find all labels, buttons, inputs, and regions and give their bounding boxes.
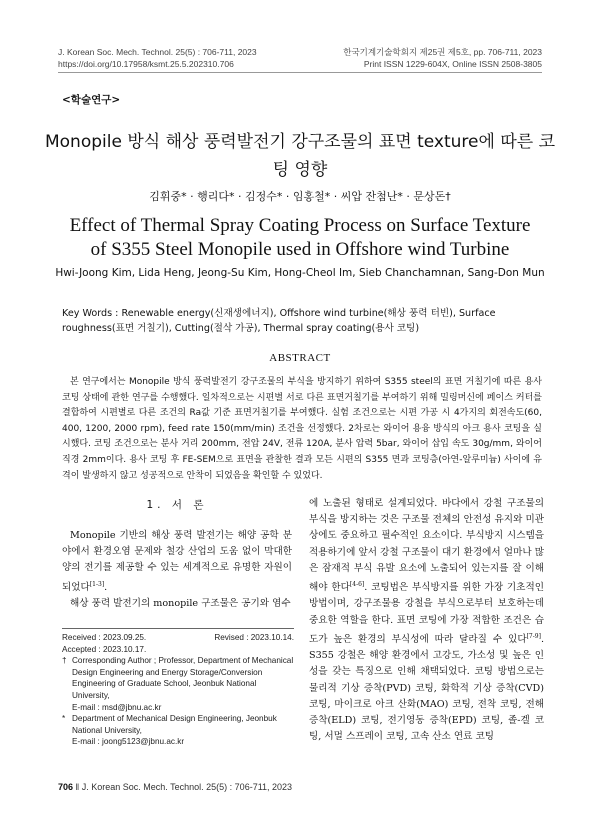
running-header-right: [343, 46, 542, 70]
corresponding-author-email[interactable]: E-mail : msd@jbnu.ac.kr: [72, 702, 162, 712]
footer-separator: ‖: [75, 782, 82, 792]
paragraph: Monopile 기반의 해상 풍력 발전기는 해양 공학 분야에서 환경오염 문제와 철강 산업의 도움 없이 막대한 양의 전기를 제공할 수 있는 세계적으로 유명한 자원이 되었다[1-3].: [62, 530, 292, 593]
paragraph: [309, 496, 544, 745]
dagger-mark: †: [62, 656, 67, 666]
header-divider: [58, 72, 542, 73]
page-number: 706: [58, 782, 74, 792]
authors-english: Hwi-Joong Kim, Lida Heng, Jeong-Su Kim, Hong-Cheol Im, Sieb Chanchamnan, Sang-Don Mun: [55, 267, 545, 279]
keywords-text: Renewable energy(신재생에너지), Offshore wind turbine(해상 풍력 터빈), Surface roughness(표면 거칠기), Cutting(절삭 가공), Thermal spray coating(용사 코팅): [62, 308, 496, 334]
affiliation-email[interactable]: E-mail : joong5123@jbnu.ac.kr: [72, 737, 185, 747]
title-korean: Monopile 방식 해상 풍력발전기 강구조물의 표면 texture에 따른 코팅 영향: [44, 132, 555, 180]
corresponding-author-body: [72, 655, 294, 713]
received-date: Received : 2023.09.25.: [62, 633, 147, 642]
footer-journal: J. Korean Soc. Mech. Technol. 25(5) : 706-711, 2023: [81, 782, 293, 792]
footnotes: [62, 632, 294, 748]
corresponding-author-text: Corresponding Author ; Professor, Department of Mechanical Design Engineering and Energy Storage/Conversion Engineering of Graduate School, Jeonbuk National University,: [72, 656, 294, 700]
footnote-divider: [62, 628, 294, 629]
affiliation-text: Department of Mechanical Design Engineering, Jeonbuk National University,: [72, 714, 277, 735]
doi-link[interactable]: https://doi.org/10.17958/ksmt.25.5.202310.706: [58, 59, 234, 69]
section-heading-introduction: 1. 서 론: [146, 499, 208, 511]
asterisk-mark: *: [62, 714, 66, 724]
keywords-label: Key Words :: [62, 308, 119, 319]
abstract-body: 본 연구에서는 Monopile 방식 풍력발전기 강구조물의 부식을 방지하기 위하여 S355 steel의 표면 거칠기에 따른 용사 코팅 상태에 관한 연구를 수행했다. 일차적으로는 시편별 서로 다른 표면거칠기를 부여하기 위해 밀링머신에 페이스 커터를 결합하여 시편별로 다른 조건의 Ra값 기준 표면거칠기를 부여했다. 실험 조건으로는 시편 가공 시 4가지의 회전속도(60, 400, 1200, 2000 rpm), feed rate 150(mm/min) 조건을 선정했다. 2차로는 와이어 용융 방식의 아크 용사 코팅을 실시했다. 코팅 조건으로는 분사 거리 200mm, 전압 24V, 전류 120A, 분사 압력 5bar, 와이어 삽입 속도 30g/mm, 와이어 직경 2mm이다. 용사 코팅 후 FE-SEM으로 표면을 관찰한 결과 모든 시편의 S355 면과 코팅층(아연-알루미늄) 사이에 유격이 발생하지 않고 성공적으로 안착이 되었음을 확인할 수 있었다.: [62, 377, 542, 481]
keywords-block: [62, 306, 548, 336]
paragraph-text: Monopile 기반의 해상 풍력 발전기는 해양 공학 분야에서 환경오염 문제와 철강 산업의 도움 없이 막대한 양의 전기를 제공할 수 있는 세계적으로 유명한 자원이 되었다: [62, 530, 292, 593]
body-column-right: [309, 496, 544, 745]
title-english-line1: Effect of Thermal Spray Coating Process on Surface Texture: [69, 215, 531, 236]
running-header-left: [58, 46, 257, 70]
corresponding-author-note: [62, 655, 294, 713]
abstract-heading: ABSTRACT: [269, 352, 331, 364]
journal-citation: J. Korean Soc. Mech. Technol. 25(5) : 706-711, 2023: [58, 47, 257, 57]
citation-ref[interactable]: [7-9]: [526, 632, 541, 640]
affiliation-body: [72, 713, 294, 748]
received-revised-row: [62, 632, 294, 644]
paragraph-text: . S355 강철은 해양 환경에서 고강도, 가소성 및 높은 인성을 갖는 특징으로 인해 채택되었다. 코팅 방법으로는 물리적 기상 증착(PVD) 코팅, 화학적 기상 증착(CVD) 코팅, 마이크로 아크 산화(MAO) 코팅, 전착 코팅, 전해 증착(ELD) 코팅, 전기영동 증착(EPD) 코팅, 졸-겔 코팅, 서멀 스프레이 코팅, 고속 산소 연료 코팅: [309, 634, 544, 743]
title-english-line2: of S355 Steel Monopile used in Offshore wind Turbine: [90, 239, 510, 260]
paragraph-text: 에 노출된 형태로 설계되었다. 바다에서 강철 구조물의 부식을 방지하는 것은 구조물 전체의 안전성 유지와 미관상에도 중요하고 필수적인 요소이다. 부식방지 시스템을 적용하기에 앞서 강철 구조물이 대기 환경에서 얼마나 많은 잠재적 부식 유발 요소에 노출되어 있는지를 잘 이해해야 한다: [309, 498, 544, 594]
authors-korean: 김휘중* · 행리다* · 김정수* · 임홍철* · 씨압 잔첨난* · 문상돈†: [149, 190, 451, 203]
body-column-left: [62, 528, 292, 612]
affiliation-note: [62, 713, 294, 748]
citation-ref[interactable]: [4-6]: [349, 581, 365, 589]
issn-line: Print ISSN 1229-604X, Online ISSN 2508-3805: [363, 59, 542, 69]
section-tag: <학술연구>: [62, 94, 121, 106]
accepted-date: Accepted : 2023.10.17.: [62, 644, 147, 654]
title-english: [40, 214, 560, 262]
revised-date: Revised : 2023.10.14.: [214, 633, 294, 642]
citation-ref[interactable]: [1-3]: [89, 580, 105, 588]
page-footer: [58, 782, 292, 792]
paragraph-text: . 코팅법은 부식방지를 위한 가장 기초적인 방법이며, 강구조물용 강철을 부식으로부터 보호하는데 중요한 역할을 한다. 표면 코팅에 가장 적합한 조건은 습도가 높은 환경의 부식성에 따라 달라질 수 있다: [309, 582, 544, 645]
paragraph: 해상 풍력 발전기의 monopile 구조물은 공기와 염수: [70, 598, 291, 609]
journal-citation-ko: 한국기계기술학회지 제25권 제5호, pp. 706-711, 2023: [343, 47, 542, 57]
